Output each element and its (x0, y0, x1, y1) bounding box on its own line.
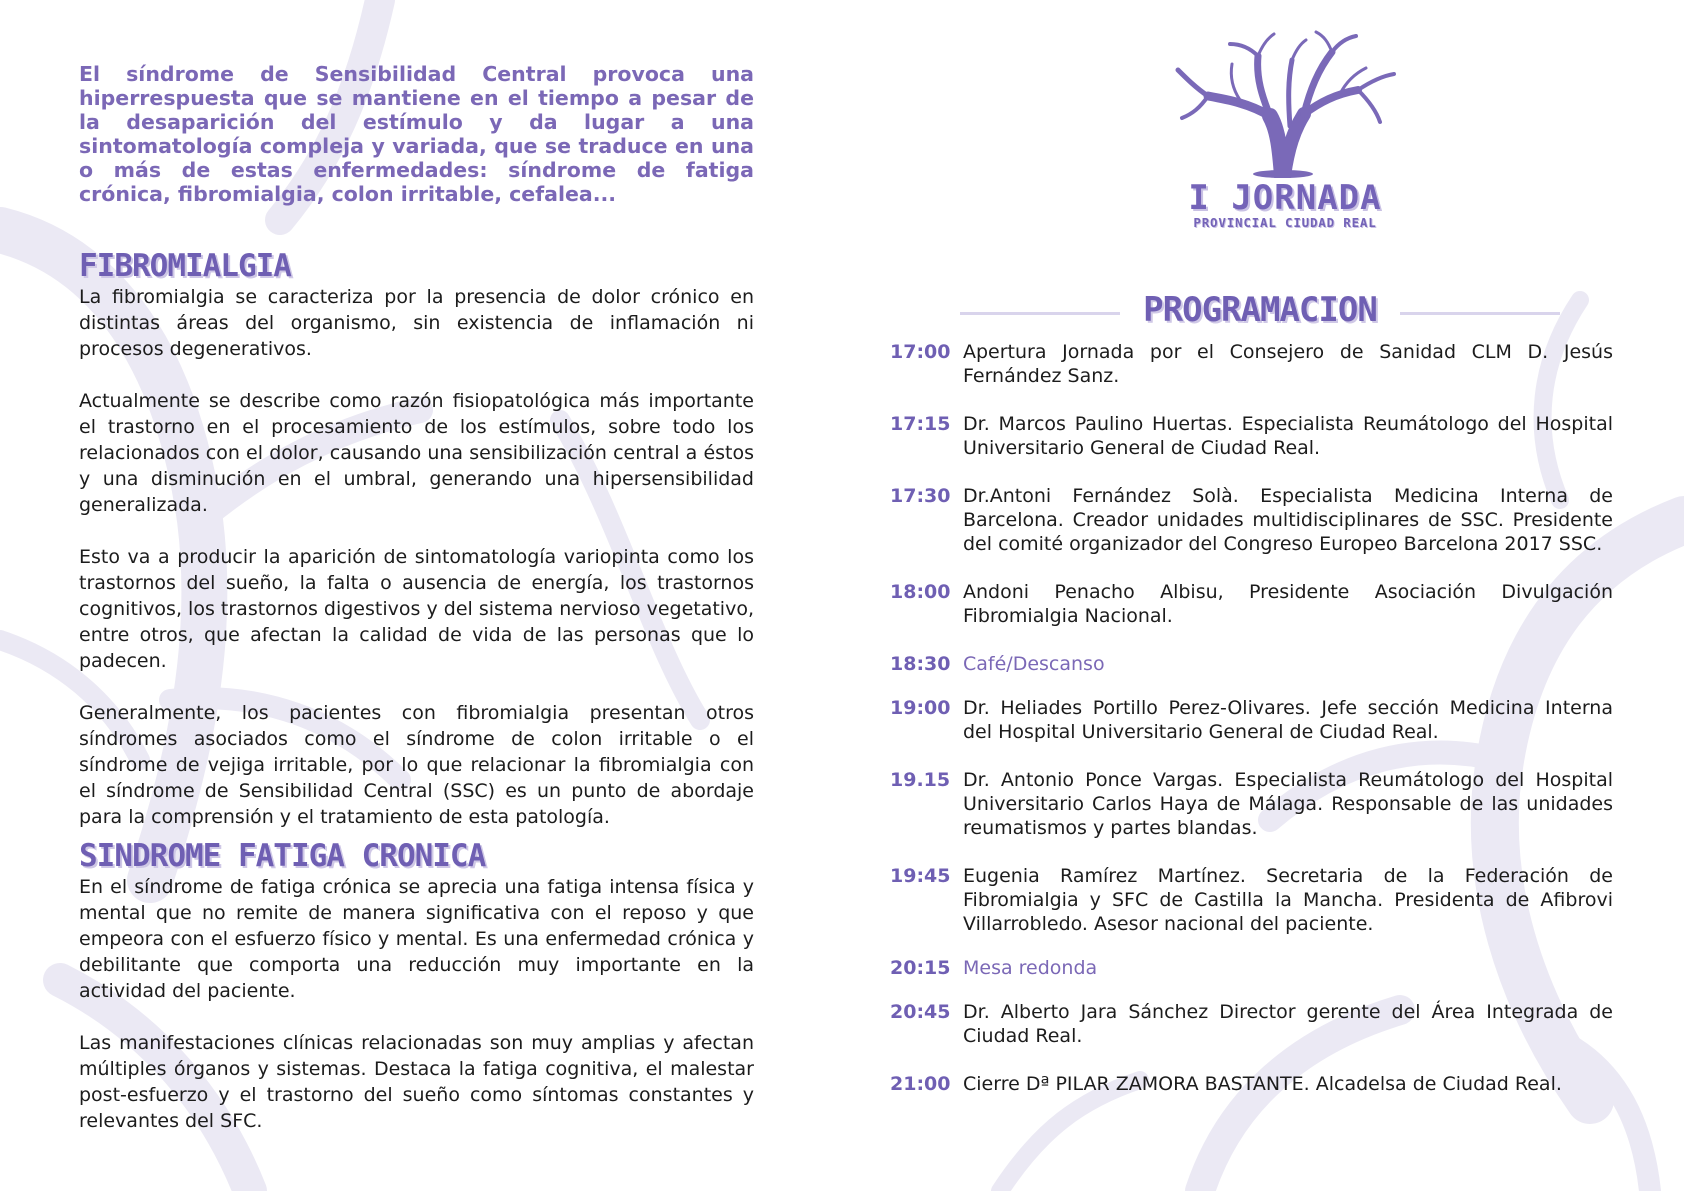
schedule-description: Mesa redonda (963, 957, 1098, 979)
fibromialgia-heading: FIBROMIALGIA (79, 248, 291, 284)
right-column (890, 30, 1615, 1170)
schedule-time: 18:30 (890, 653, 951, 675)
schedule-description: Dr. Alberto Jara Sánchez Director gerente del Área Integrada de Ciudad Real. (963, 1001, 1613, 1047)
fibromialgia-paragraph-2: Actualmente se describe como razón fisiopatológica más importante el trastorno en el procesamiento de los estímulos, sobre todo los relacionados con el dolor, causando una sensibilización central a éstos y una disminución en el umbral, generando una hipersensibilidad generalizada. (79, 390, 754, 516)
schedule-item (890, 580, 1615, 628)
schedule-item (890, 768, 1615, 840)
intro-paragraph: El síndrome de Sensibilidad Central provoca una hiperrespuesta que se mantiene en el tiempo a pesar de la desaparición del estímulo y da lugar a una sintomatología compleja y variada, que se traduce en una o más de estas enfermedades: síndrome de fatiga crónica, fibromialgia, colon irritable, cefalea... (79, 62, 754, 206)
schedule-time: 17:30 (890, 485, 951, 507)
sfc-heading: SINDROME FATIGA CRONICA (79, 838, 486, 874)
schedule-time: 17:15 (890, 413, 951, 435)
schedule-description: Eugenia Ramírez Martínez. Secretaria de la Federación de Fibromialgia y SFC de Castilla la Mancha. Presidenta de Afibrovi Villarrobledo. Asesor nacional del paciente. (963, 865, 1613, 935)
schedule-description: Dr. Antonio Ponce Vargas. Especialista Reumátologo del Hospital Universitario Carlos Haya de Málaga. Responsable de las unidades reumatismos y partes blandas. (963, 769, 1613, 839)
schedule-description: Cierre Dª PILAR ZAMORA BASTANTE. Alcadelsa de Ciudad Real. (963, 1073, 1562, 1095)
schedule-item (890, 652, 1615, 676)
schedule-time: 20:45 (890, 1001, 951, 1023)
schedule-time: 19:45 (890, 865, 951, 887)
schedule-time: 18:00 (890, 581, 951, 603)
schedule-item (890, 1000, 1615, 1048)
fibromialgia-paragraph-4: Generalmente, los pacientes con fibromialgia presentan otros síndromes asociados como el síndrome de colon irritable o el síndrome de vejiga irritable, por lo que relacionar la fibromialgia con el síndrome de Sensibilidad Central (SSC) es un punto de abordaje para la comprensión y el tratamiento de esta patología. (79, 702, 754, 828)
logo-subtitle: PROVINCIAL CIUDAD REAL (1193, 215, 1377, 230)
sfc-paragraph-1: En el síndrome de fatiga crónica se aprecia una fatiga intensa física y mental que no remite de manera significativa con el reposo y que empeora con el esfuerzo físico y mental. Es una enfermedad crónica y debilitante que comporta una reducción muy importante en la actividad del paciente. (79, 876, 754, 1002)
schedule-time: 17:00 (890, 341, 951, 363)
schedule-time: 19.15 (890, 769, 951, 791)
programacion-title: PROGRAMACION (1143, 290, 1377, 330)
schedule-item (890, 864, 1615, 936)
schedule-item (890, 1072, 1615, 1096)
schedule-time: 20:15 (890, 957, 951, 979)
schedule-item (890, 340, 1615, 388)
schedule-description: Dr.Antoni Fernández Solà. Especialista Medicina Interna de Barcelona. Creador unidades multidisciplinares de SSC. Presidente del comité organizador del Congreso Europeo Barcelona 2017 SSC. (963, 485, 1613, 555)
schedule-description: Dr. Marcos Paulino Huertas. Especialista Reumátologo del Hospital Universitario General de Ciudad Real. (963, 413, 1613, 459)
left-column (79, 62, 754, 1134)
sfc-paragraph-2: Las manifestaciones clínicas relacionadas son muy amplias y afectan múltiples órganos y sistemas. Destaca la fatiga cognitiva, el malestar post-esfuerzo y el trastorno del sueño como síntomas constantes y relevantes del SFC. (79, 1032, 754, 1132)
schedule-item (890, 956, 1615, 980)
tree-icon (1170, 30, 1400, 178)
schedule-list (890, 340, 1615, 1096)
logo-title: I JORNADA (1188, 178, 1382, 218)
fibromialgia-paragraph-3: Esto va a producir la aparición de sintomatología variopinta como los trastornos del sueño, la falta o ausencia de energía, los trastornos cognitivos, los trastornos digestivos y del sistema nervioso vegetativo, entre otros, que afectan la calidad de vida de las personas que lo padecen. (79, 546, 754, 672)
schedule-description: Andoni Penacho Albisu, Presidente Asociación Divulgación Fibromialgia Nacional. (963, 581, 1613, 627)
schedule-time: 21:00 (890, 1073, 951, 1095)
schedule-item (890, 696, 1615, 744)
schedule-item (890, 412, 1615, 460)
schedule-description: Dr. Heliades Portillo Perez-Olivares. Jefe sección Medicina Interna del Hospital Universitario General de Ciudad Real. (963, 697, 1613, 743)
fibromialgia-paragraph-1: La fibromialgia se caracteriza por la presencia de dolor crónico en distintas áreas del organismo, sin existencia de inflamación ni procesos degenerativos. (79, 286, 754, 360)
schedule-description: Apertura Jornada por el Consejero de Sanidad CLM D. Jesús Fernández Sanz. (963, 341, 1613, 387)
event-logo (1155, 30, 1415, 230)
schedule-item (890, 484, 1615, 556)
programacion-header (960, 288, 1560, 336)
schedule-description: Café/Descanso (963, 653, 1105, 675)
schedule-time: 19:00 (890, 697, 951, 719)
